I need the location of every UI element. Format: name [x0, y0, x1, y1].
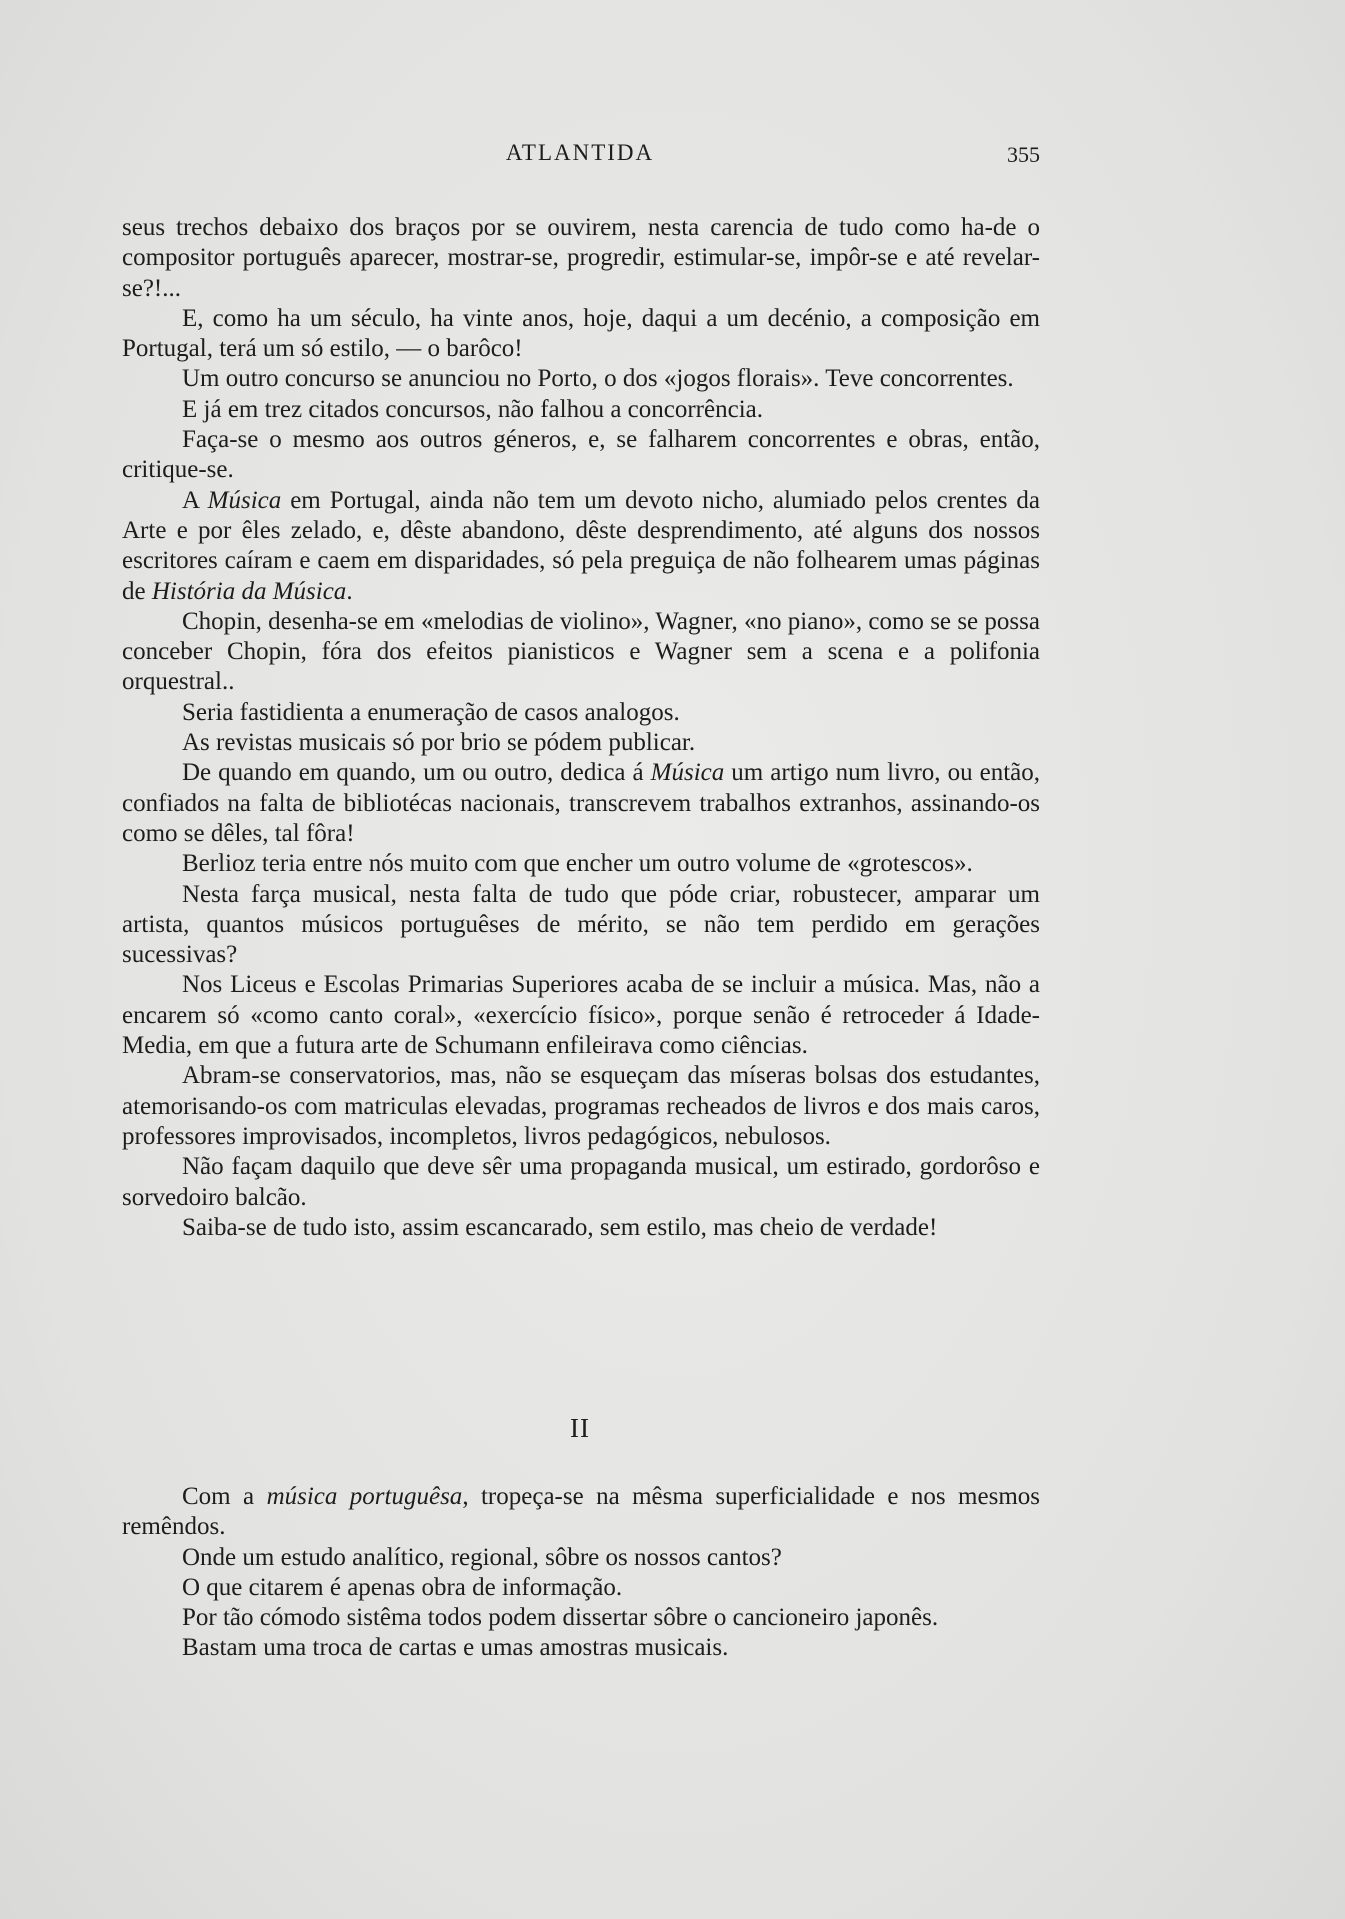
paragraph — [122, 758, 1040, 849]
paragraph — [122, 486, 1040, 607]
paragraph: seus trechos debaixo dos braços por se ouvirem, nesta carencia de tudo como ha-de o compositor português aparecer, mostrar-se, progredir, estimular-se, impôr-se e até revelar-se?!... — [122, 214, 1040, 302]
paragraph: Bastam uma troca de cartas e umas amostras musicais. — [182, 1634, 729, 1662]
paragraph: As revistas musicais só por brio se pódem publicar. — [182, 729, 696, 757]
text-run: Com a — [182, 1483, 267, 1510]
paragraph: Nesta farça musical, nesta falta de tudo que póde criar, robustecer, amparar um artista, quantos músicos portuguêses de mérito, se não tem perdido em gerações sucessivas? — [122, 880, 1040, 969]
text-run: um artigo num livro, ou então, confiados na falta de bibliotécas nacionais, transcrevem trabalhos extranhos, assinando-os como se dêles, tal fôra! — [122, 759, 1040, 847]
paragraph: O que citarem é apenas obra de informação. — [182, 1573, 623, 1601]
paragraph: Berlioz teria entre nós muito com que encher um outro volume de «grotescos». — [182, 850, 973, 878]
paragraph: Um outro concurso se anunciou no Porto, o dos «jogos florais». Teve concorrentes. — [182, 365, 1014, 393]
text-run: . — [346, 577, 353, 605]
section-heading: II — [570, 1413, 590, 1443]
page-header — [120, 140, 1040, 180]
section-2-text — [122, 1482, 1040, 1664]
text-run: A — [182, 486, 208, 514]
paragraph: Onde um estudo analítico, regional, sôbre os nossos cantos? — [182, 1543, 782, 1571]
italic-term: música portuguêsa — [266, 1483, 463, 1510]
paragraph — [122, 1482, 1040, 1543]
paragraph: Seria fastidienta a enumeração de casos analogos. — [182, 698, 680, 726]
paragraph: Chopin, desenha-se em «melodias de violino», Wagner, «no piano», como se se possa conceber Chopin, fóra dos efeitos pianisticos e Wagner sem a scena e a polifonia orquestral.. — [122, 607, 1040, 696]
paragraph: E, como ha um século, ha vinte anos, hoje, daqui a um decénio, a composição em Portugal, terá um só estilo, — o barôco! — [122, 304, 1040, 363]
italic-title: História da Música — [151, 577, 347, 605]
text-run: , tropeça-se na mêsma superficialidade e nos mesmos remêndos. — [122, 1483, 1041, 1541]
text-run: em Portugal, ainda não tem um devoto nicho, alumiado pelos crentes da Arte e por êles zelado, e, dêste abandono, dêste desprendimento, até alguns dos nossos escritores caíram e caem em disparidades, só pela preguiça de não folhearem umas páginas de — [122, 486, 1040, 605]
paragraph: Não façam daquilo que deve sêr uma propaganda musical, um estirado, gordorôso e sorvedoiro balcão. — [122, 1153, 1040, 1211]
page-number: 355 — [1007, 142, 1040, 167]
paragraph: Faça-se o mesmo aos outros géneros, e, se falharem concorrentes e obras, então, critique-se. — [122, 426, 1040, 484]
paragraph: Saiba-se de tudo isto, assim escancarado, sem estilo, mas cheio de verdade! — [182, 1213, 938, 1241]
paragraph: Por tão cómodo sistêma todos podem dissertar sôbre o cancioneiro japonês. — [182, 1604, 939, 1632]
paragraph: E já em trez citados concursos, não falhou a concorrência. — [182, 395, 763, 423]
italic-term: Música — [207, 486, 282, 514]
text-run: De quando em quando, um ou outro, dedica á — [182, 759, 651, 787]
body-text — [122, 213, 1040, 1243]
italic-term: Música — [650, 759, 725, 787]
paragraph: Abram-se conservatorios, mas, não se esqueçam das míseras bolsas dos estudantes, atemorisando-os com matriculas elevadas, programas recheados de livros e dos mais caros, professores improvisados, incompletos, livros pedagógicos, nebulosos. — [122, 1062, 1040, 1150]
running-title: ATLANTIDA — [505, 140, 655, 165]
paragraph: Nos Liceus e Escolas Primarias Superiores acaba de se incluir a música. Mas, não a encarem só «como canto coral», «exercício físico», porque senão é retroceder á Idade-Media, em que a futura arte de Schumann enfileirava como ciências. — [122, 971, 1040, 1060]
